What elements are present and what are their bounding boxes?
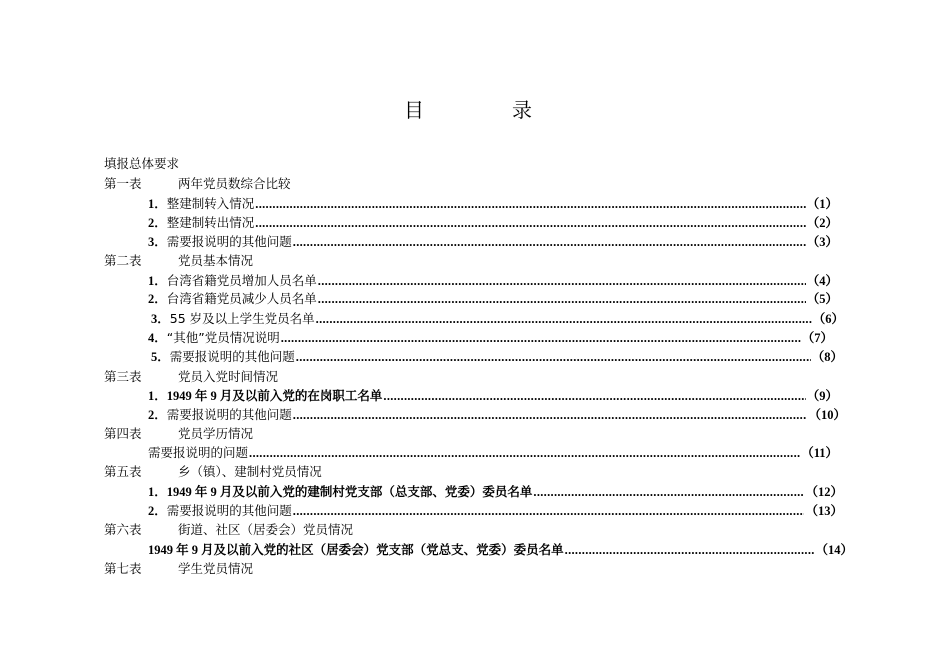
item-text: 1949 年 9 月及以前入党的建制村党支部（总支部、党委）委员名单 <box>166 485 533 499</box>
page-number: （14） <box>815 543 853 557</box>
page-number: （3） <box>806 235 838 249</box>
dot-leader <box>533 484 804 500</box>
section-number: 第四表 <box>104 426 142 441</box>
page-number: （13） <box>805 504 843 518</box>
toc-item[interactable] <box>148 196 838 212</box>
dot-leader <box>293 407 808 423</box>
section-2[interactable] <box>104 253 253 269</box>
toc-item[interactable] <box>148 503 843 519</box>
toc-item[interactable] <box>148 407 846 423</box>
page-number: （7） <box>801 331 833 345</box>
page-number: （6） <box>812 312 844 326</box>
item-text: 整建制转入情况 <box>166 196 255 211</box>
section-name: 学生党员情况 <box>178 561 254 576</box>
section-6[interactable] <box>104 522 353 538</box>
item-text: 55 岁及以上学生党员名单 <box>169 311 315 326</box>
item-prefix: 1． <box>148 389 167 403</box>
section-number: 第五表 <box>104 464 142 479</box>
page-title: 目 录 <box>404 98 566 122</box>
toc-item[interactable] <box>148 234 838 250</box>
section-7[interactable] <box>104 561 253 577</box>
page-number: （5） <box>806 292 838 306</box>
page-number: （10） <box>808 408 846 422</box>
item-text: 台湾省籍党员减少人员名单 <box>166 291 317 306</box>
page-number: （8） <box>811 350 843 364</box>
toc-item[interactable] <box>148 273 838 289</box>
section-number: 第七表 <box>104 561 142 576</box>
item-text: 需要报说明的其他问题 <box>166 503 292 518</box>
dot-leader <box>316 311 812 327</box>
toc-item[interactable] <box>148 445 838 461</box>
section-3[interactable] <box>104 369 278 385</box>
section-name: 街道、社区（居委会）党员情况 <box>178 522 354 537</box>
dot-leader <box>296 349 811 365</box>
item-text: 整建制转出情况 <box>166 215 255 230</box>
dot-leader <box>255 215 805 231</box>
page-number: （1） <box>806 197 838 211</box>
toc-item[interactable] <box>148 484 843 500</box>
item-prefix: 5． <box>151 350 170 364</box>
dot-leader <box>318 291 806 307</box>
toc-item[interactable] <box>148 330 833 346</box>
item-prefix: 3． <box>151 312 170 326</box>
dot-leader <box>293 503 805 519</box>
toc-item[interactable] <box>151 311 844 327</box>
section-4[interactable] <box>104 426 253 442</box>
item-text: 1949 年 9 月及以前入党的在岗职工名单 <box>166 389 383 403</box>
dot-leader <box>318 273 806 289</box>
section-number: 第一表 <box>104 176 142 191</box>
toc-item[interactable] <box>148 388 838 404</box>
item-prefix: 2． <box>148 216 167 230</box>
toc-item[interactable] <box>148 542 853 558</box>
section-name: 乡（镇）、建制村党员情况 <box>178 464 322 479</box>
item-text: 需要报说明的问题 <box>148 445 249 460</box>
item-text: 需要报说明的其他问题 <box>166 234 292 249</box>
item-text: “其他”党员情况说明 <box>166 330 280 345</box>
item-prefix: 3． <box>148 235 167 249</box>
item-prefix: 2． <box>148 504 167 518</box>
section-name: 两年党员数综合比较 <box>178 176 291 191</box>
page-number: （2） <box>806 216 838 230</box>
item-prefix: 4． <box>148 331 167 345</box>
section-name: 党员基本情况 <box>178 253 254 268</box>
item-prefix: 1． <box>148 197 167 211</box>
item-prefix: 1． <box>148 274 167 288</box>
section-name: 党员学历情况 <box>178 426 254 441</box>
item-prefix: 2． <box>148 292 167 306</box>
item-prefix: 1． <box>148 485 167 499</box>
dot-leader <box>383 388 805 404</box>
dot-leader <box>293 234 806 250</box>
dot-leader <box>255 196 805 212</box>
section-5[interactable] <box>104 464 322 480</box>
toc-item[interactable] <box>151 349 843 365</box>
toc-item[interactable] <box>148 291 838 307</box>
dot-leader <box>565 542 815 558</box>
general-requirements[interactable]: 填报总体要求 <box>104 156 180 171</box>
item-text: 需要报说明的其他问题 <box>169 349 295 364</box>
section-number: 第六表 <box>104 522 142 537</box>
section-name: 党员入党时间情况 <box>178 369 279 384</box>
page-number: （12） <box>805 485 843 499</box>
section-number: 第二表 <box>104 253 142 268</box>
item-text: 台湾省籍党员增加人员名单 <box>166 273 317 288</box>
section-number: 第三表 <box>104 369 142 384</box>
item-prefix: 2． <box>148 408 167 422</box>
dot-leader <box>281 330 801 346</box>
page-number: （9） <box>806 389 838 403</box>
page-number: （4） <box>806 274 838 288</box>
page-number: （11） <box>801 446 838 460</box>
section-1[interactable] <box>104 176 291 192</box>
toc-item[interactable] <box>148 215 838 231</box>
dot-leader <box>249 445 800 461</box>
item-text: 需要报说明的其他问题 <box>166 407 292 422</box>
item-text: 1949 年 9 月及以前入党的社区（居委会）党支部（党总支、党委）委员名单 <box>148 543 564 557</box>
